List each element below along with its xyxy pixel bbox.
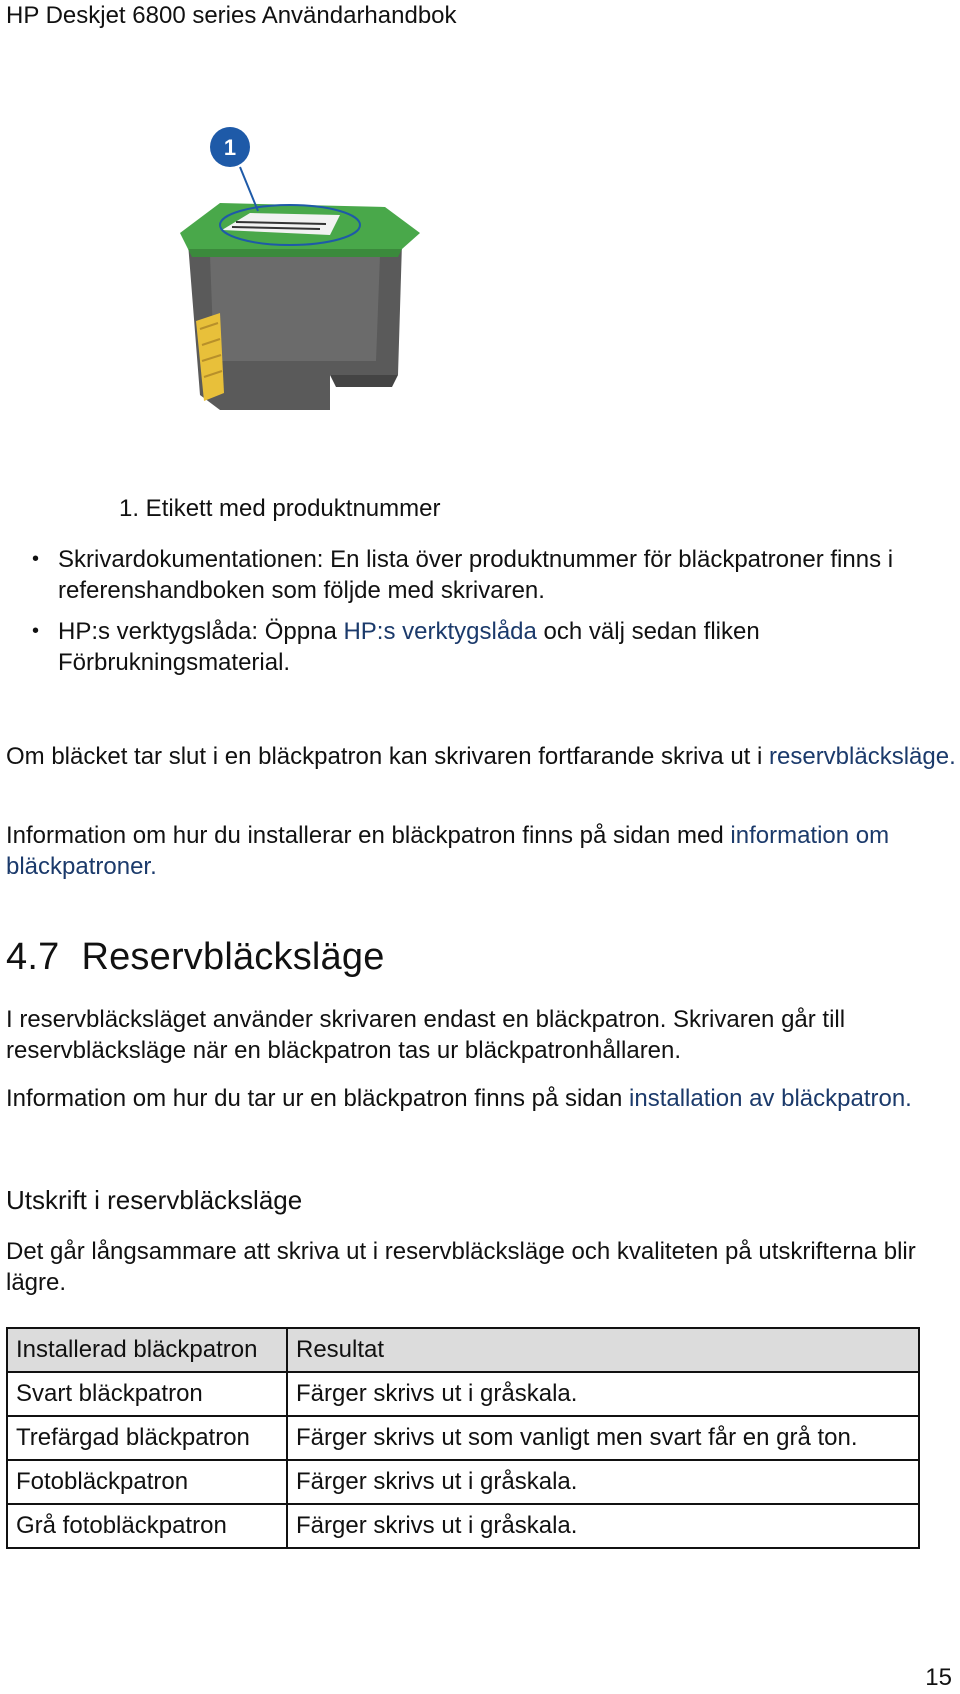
bullet-icon: • [32,620,40,642]
table-cell: Fotobläckpatron [7,1460,287,1504]
table-cell: Färger skrivs ut i gråskala. [287,1372,919,1416]
cartridge-info-link[interactable]: information om bläckpatroner. [6,822,890,880]
reserve-mode-table [6,1327,920,1549]
table-row [7,1416,919,1460]
paragraph-reserve-description: I reservbläcksläget använder skrivaren endast en bläckpatron. Skrivaren går till reservbläcksläge när en bläckpatron tas ur bläckpatronhållaren. [6,1006,846,1064]
list-item-middle: och välj sedan fliken [536,618,760,645]
paragraph-removal-info [6,1083,956,1114]
figure-caption: 1. Etikett med produktnummer [119,495,441,522]
table-row [7,1504,919,1548]
installation-link[interactable]: installation av bläckpatron. [629,1085,912,1112]
section-heading [6,936,385,979]
section-number: 4.7 [6,936,60,978]
section-title: Reservbläcksläge [81,936,385,978]
table-header-row [7,1328,919,1372]
paragraph-reserve-intro [6,741,956,772]
table-row [7,1372,919,1416]
list-item-text: Skrivardokumentationen: En lista över produktnummer för bläckpatroner finns i referenshandboken som följde med skrivaren. [58,546,894,604]
paragraph-text: Information om hur du installerar en bläckpatron finns på sidan med [6,822,731,849]
callout-number: 1 [223,135,237,160]
paragraph-text: Information om hur du tar ur en bläckpatron finns på sidan [6,1085,630,1112]
table-cell: Grå fotobläckpatron [7,1504,287,1548]
table-cell: Färger skrivs ut i gråskala. [287,1504,919,1548]
table-header-cell: Resultat [287,1328,919,1372]
list-item-prefix: HP:s verktygslåda: Öppna [58,618,344,645]
table-cell: Färger skrivs ut som vanligt men svart får en grå ton. [287,1416,919,1460]
bullet-list [30,544,960,688]
table-header-cell: Installerad bläckpatron [7,1328,287,1372]
list-item [30,616,960,678]
table-cell: Svart bläckpatron [7,1372,287,1416]
table-cell: Färger skrivs ut i gråskala. [287,1460,919,1504]
list-item-suffix: . [283,649,291,676]
document-header-title: HP Deskjet 6800 series Användarhandbok [6,2,457,29]
list-item [30,544,960,606]
paragraph-install-info [6,820,956,882]
paragraph-text: Om bläcket tar slut i en bläckpatron kan skrivaren fortfarande skriva ut i [6,743,769,770]
paragraph-print-quality: Det går långsammare att skriva ut i reservbläcksläge och kvaliteten på utskrifterna blir lägre. [6,1238,916,1296]
table-cell: Trefärgad bläckpatron [7,1416,287,1460]
ink-cartridge-illustration [180,125,420,455]
supplies-tab-term: Förbrukningsmaterial [58,649,284,676]
page-number: 15 [925,1664,952,1691]
toolbox-link[interactable]: HP:s verktygslåda [343,618,537,645]
subsection-heading: Utskrift i reservbläcksläge [6,1185,303,1215]
bullet-icon: • [32,548,40,570]
reserve-mode-link[interactable]: reservbläcksläge. [769,743,956,770]
table-row [7,1460,919,1504]
